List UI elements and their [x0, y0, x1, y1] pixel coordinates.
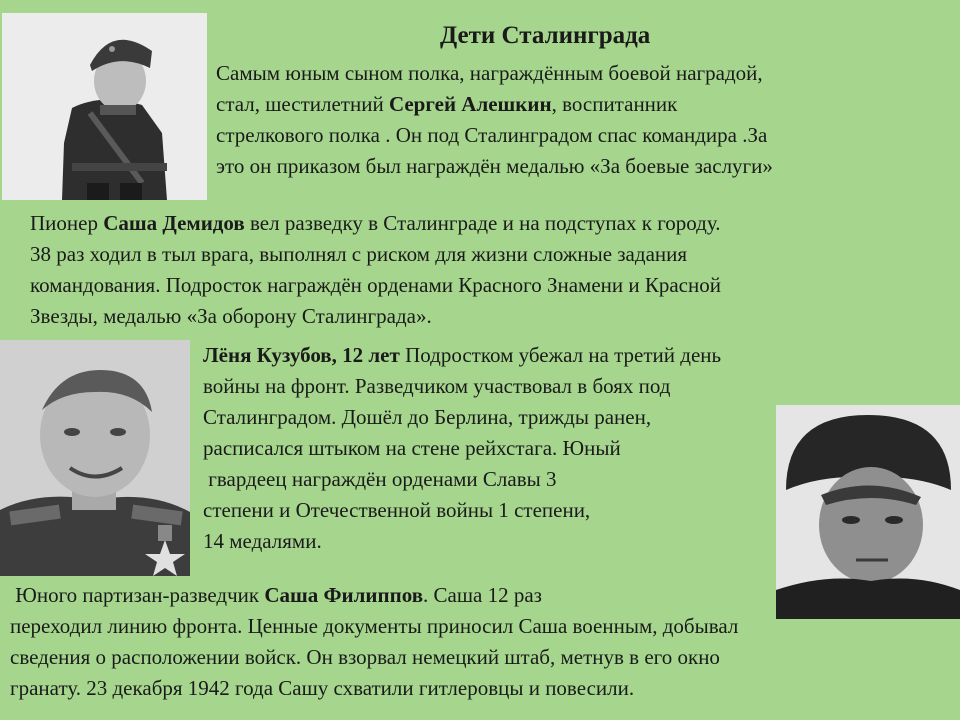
text-line: расписался штыком на стене рейхстага. Юный — [203, 436, 621, 460]
photo-sergey-aleshkin — [2, 13, 207, 200]
text-fragment: Пионер — [30, 211, 104, 235]
text-fragment: Юного партизан-разведчик — [10, 583, 265, 607]
text-line: Самым юным сыном полка, награждённым боевой наградой, — [216, 61, 763, 85]
person-name: Саша Демидов — [103, 211, 245, 235]
paragraph-demidov — [30, 208, 721, 332]
text-line: стрелкового полка . Он под Сталинградом спас командира .За — [216, 123, 768, 147]
text-line — [10, 580, 738, 611]
person-name: Сергей Алешкин — [388, 92, 552, 116]
page-title: Дети Сталинграда — [440, 22, 651, 49]
text-line: командования. Подросток награждён орденами Красного Знамени и Красной — [30, 273, 721, 297]
text-line: это он приказом был награждён медалью «За боевые заслуги» — [216, 154, 773, 178]
paragraph-kuzubov — [203, 340, 721, 557]
paragraph-aleshkin — [216, 58, 773, 182]
text-line: сведения о расположении войск. Он взорвал немецкий штаб, метнув в его окно — [10, 645, 720, 669]
text-fragment: , воспитанник — [551, 92, 678, 116]
text-line: войны на фронт. Разведчиком участвовал в боях под — [203, 374, 671, 398]
text-line: 38 раз ходил в тыл врага, выполнял с риском для жизни сложные задания — [30, 242, 688, 266]
text-line: Звезды, медалью «За оборону Сталинграда». — [30, 304, 432, 328]
text-line — [203, 340, 721, 371]
photo-lenya-kuzubov — [0, 340, 190, 576]
text-line — [216, 89, 773, 120]
text-line: гранату. 23 декабря 1942 года Сашу схватили гитлеровцы и повесили. — [10, 676, 635, 700]
text-fragment: вел разведку в Сталинграде и на подступах к городу. — [244, 211, 721, 235]
photo-sasha-filippov — [776, 405, 960, 619]
person-name: Лёня Кузубов, 12 лет — [203, 343, 400, 367]
person-name: Саша Филиппов — [264, 583, 424, 607]
text-fragment: . Саша 12 раз — [423, 583, 542, 607]
text-line: гвардеец награждён орденами Славы 3 — [203, 467, 557, 491]
paragraph-filippov — [10, 580, 738, 704]
text-fragment: стал, шестилетний — [216, 92, 389, 116]
text-line — [30, 208, 721, 239]
text-line: переходил линию фронта. Ценные документы приносил Саша военным, добывал — [10, 614, 739, 638]
text-fragment: Подростком убежал на третий день — [399, 343, 722, 367]
text-line: степени и Отечественной войны 1 степени, — [203, 498, 591, 522]
text-line: 14 медалями. — [203, 529, 322, 553]
text-line: Сталинградом. Дошёл до Берлина, трижды ранен, — [203, 405, 652, 429]
